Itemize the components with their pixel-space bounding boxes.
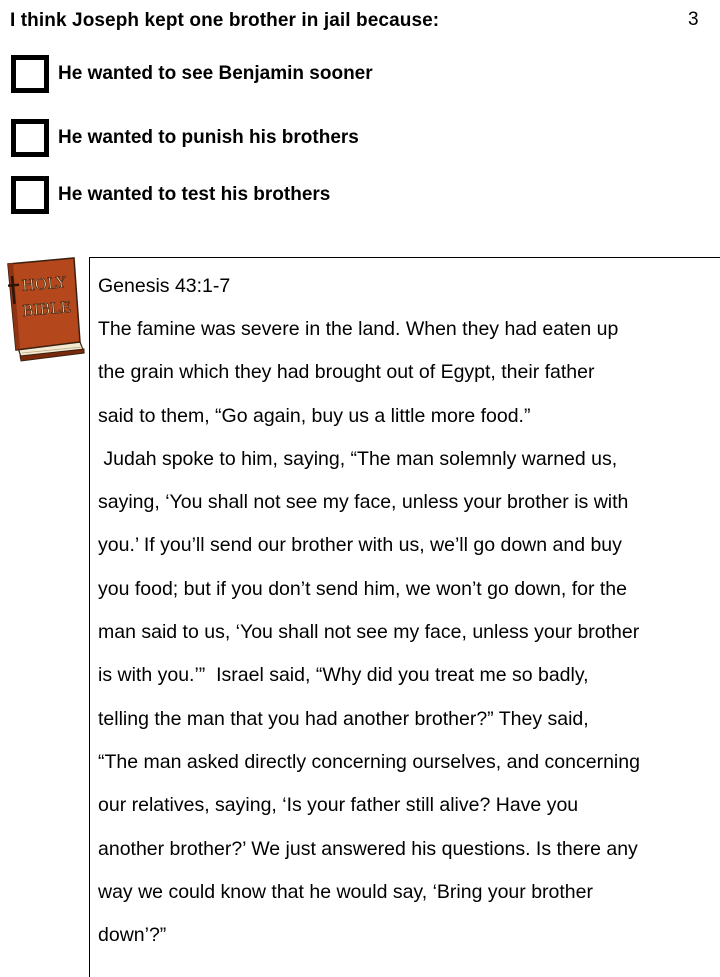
- passage-line: another brother?’ We just answered his questions. Is there any: [98, 837, 638, 860]
- option-punish-brothers[interactable]: [11, 119, 359, 157]
- passage-line: telling the man that you had another brother?” They said,: [98, 707, 589, 730]
- checkbox[interactable]: [11, 176, 49, 214]
- passage-line: down’?”: [98, 924, 167, 947]
- passage-text: [98, 308, 716, 957]
- option-label: He wanted to test his brothers: [58, 184, 331, 205]
- passage-line: “The man asked directly concerning ourselves, and concerning: [98, 750, 640, 773]
- option-test-brothers[interactable]: [11, 176, 330, 214]
- option-label: He wanted to see Benjamin sooner: [58, 63, 373, 84]
- passage-line: said to them, “Go again, buy us a little more food.”: [98, 404, 531, 427]
- holy-bible-book-icon: [4, 256, 88, 362]
- option-see-benjamin[interactable]: [11, 55, 373, 93]
- checkbox[interactable]: [11, 55, 49, 93]
- cover-text-bible: BIBLE: [21, 297, 72, 321]
- passage-line: you food; but if you don’t send him, we won’t go down, for the: [98, 577, 627, 600]
- passage-line: The famine was severe in the land. When they had eaten up: [98, 318, 619, 340]
- question-heading: I think Joseph kept one brother in jail because:: [10, 10, 440, 31]
- passage-line: our relatives, saying, ‘Is your father still alive? Have you: [98, 794, 579, 817]
- passage-line: the grain which they had brought out of Egypt, their father: [98, 361, 595, 384]
- passage-line: Judah spoke to him, saying, “The man solemnly warned us,: [98, 447, 618, 470]
- checkbox[interactable]: [11, 119, 49, 157]
- passage-line: saying, ‘You shall not see my face, unless your brother is with: [98, 491, 629, 514]
- cover-text-holy: HOLY: [20, 273, 67, 295]
- passage-line: way we could know that he would say, ‘Bring your brother: [98, 880, 593, 903]
- passage-line: is with you.’” Israel said, “Why did you treat me so badly,: [98, 664, 589, 687]
- passage-line: you.’ If you’ll send our brother with us, we’ll go down and buy: [98, 534, 622, 557]
- option-label: He wanted to punish his brothers: [58, 127, 359, 148]
- page-number: 3: [688, 9, 699, 30]
- passage-reference: Genesis 43:1-7: [98, 275, 231, 297]
- passage-line: man said to us, ‘You shall not see my face, unless your brother: [98, 621, 640, 644]
